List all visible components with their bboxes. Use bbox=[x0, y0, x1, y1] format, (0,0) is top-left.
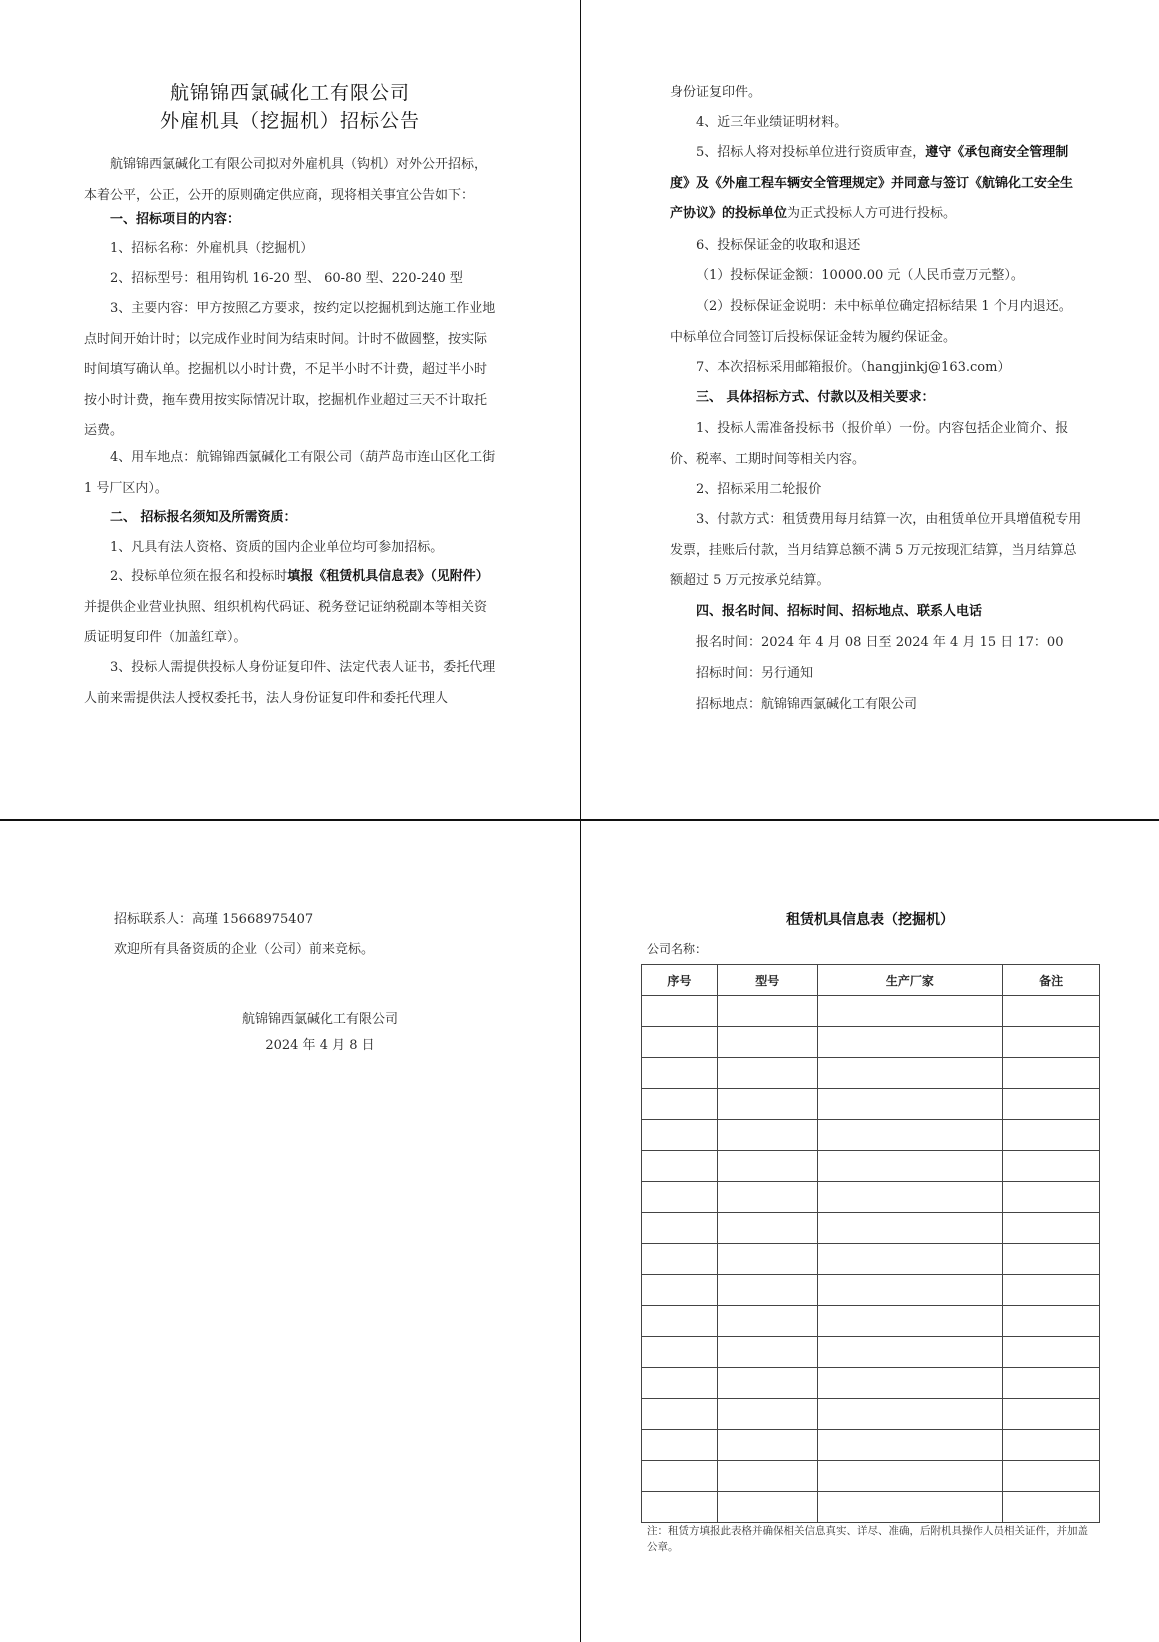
requirement-4: 4、近三年业绩证明材料。 bbox=[696, 115, 848, 130]
column-header-index: 序号 bbox=[642, 965, 718, 996]
section-1-heading: 一、招标项目的内容： bbox=[110, 212, 241, 227]
table-cell bbox=[717, 1058, 817, 1089]
form-note: 注：租赁方填报此表格并确保相关信息真实、详尽、准确，后附机具操作人员相关证件，并加盖公章。 bbox=[647, 1525, 1088, 1553]
table-cell bbox=[642, 1399, 718, 1430]
table-cell bbox=[1003, 1492, 1100, 1523]
section-3-heading: 三、 具体招标方式、付款以及相关要求： bbox=[696, 390, 935, 405]
table-row bbox=[642, 1275, 1100, 1306]
item-2: 2、招标型号：租用钩机 16-20 型、 60-80 型、220-240 型 bbox=[110, 271, 463, 286]
table-cell bbox=[1003, 1027, 1100, 1058]
table-cell bbox=[817, 1306, 1003, 1337]
table-cell bbox=[817, 1399, 1003, 1430]
table-cell bbox=[817, 1368, 1003, 1399]
page-title-notice: 外雇机具（挖掘机）招标公告 bbox=[159, 110, 420, 132]
requirement-6: 6、投标保证金的收取和退还 bbox=[696, 238, 861, 253]
table-row bbox=[642, 1244, 1100, 1275]
page-title-company: 航锦锦西氯碱化工有限公司 bbox=[169, 82, 410, 104]
table-cell bbox=[642, 1337, 718, 1368]
table-cell bbox=[642, 1027, 718, 1058]
table-cell bbox=[717, 1151, 817, 1182]
method-3: 3、付款方式：租赁费用每月结算一次，由租赁单位开具增值税专用发票，挂账后付款，当月结算总额不满 5 万元按现汇结算，当月结算总额超过 5 万元按承兑结算。 bbox=[670, 512, 1082, 588]
table-cell bbox=[642, 1058, 718, 1089]
table-cell bbox=[817, 1120, 1003, 1151]
table-row bbox=[642, 1027, 1100, 1058]
table-cell bbox=[642, 1213, 718, 1244]
table-row bbox=[642, 1399, 1100, 1430]
table-row bbox=[642, 1461, 1100, 1492]
table-cell bbox=[817, 1151, 1003, 1182]
table-cell bbox=[717, 1306, 817, 1337]
table-cell bbox=[1003, 996, 1100, 1027]
table-cell bbox=[1003, 1244, 1100, 1275]
item-4: 4、用车地点：航锦锦西氯碱化工有限公司（葫芦岛市连山区化工街 1 号厂区内）。 bbox=[84, 450, 496, 496]
table-cell bbox=[717, 1461, 817, 1492]
requirement-1: 1、凡具有法人资格、资质的国内企业单位均可参加招标。 bbox=[110, 540, 444, 555]
requirement-3: 3、投标人需提供投标人身份证复印件、法定代表人证书，委托代理人前来需提供法人授权委托书，法人身份证复印件和委托代理人 bbox=[84, 660, 496, 706]
table-cell bbox=[1003, 1399, 1100, 1430]
table-cell bbox=[642, 1275, 718, 1306]
page-2 bbox=[581, 0, 1159, 819]
equipment-info-table bbox=[641, 964, 1100, 1523]
table-cell bbox=[717, 1337, 817, 1368]
table-cell bbox=[1003, 1368, 1100, 1399]
contact-person: 招标联系人：高瑾 15668975407 bbox=[114, 912, 314, 927]
table-cell bbox=[1003, 1058, 1100, 1089]
table-cell bbox=[817, 1430, 1003, 1461]
table-cell bbox=[817, 1461, 1003, 1492]
table-cell bbox=[642, 1151, 718, 1182]
section-4-heading: 四、报名时间、招标时间、招标地点、联系人电话 bbox=[696, 604, 983, 619]
table-cell bbox=[1003, 1275, 1100, 1306]
intro-paragraph: 航锦锦西氯碱化工有限公司拟对外雇机具（钩机）对外公开招标，本着公平，公正，公开的原则确定供应商，现将相关事宜公告如下： bbox=[84, 157, 488, 203]
table-cell bbox=[642, 1244, 718, 1275]
table-row bbox=[642, 1492, 1100, 1523]
bid-place: 招标地点：航锦锦西氯碱化工有限公司 bbox=[696, 697, 918, 712]
table-row bbox=[642, 1368, 1100, 1399]
table-cell bbox=[1003, 1430, 1100, 1461]
table-cell bbox=[717, 1213, 817, 1244]
table-cell bbox=[1003, 1337, 1100, 1368]
table-cell bbox=[717, 1244, 817, 1275]
requirement-2-part-c: 并提供企业营业执照、组织机构代码证、税务登记证纳税副本等相关资质证明复印件（加盖红章）。 bbox=[84, 599, 488, 645]
requirement-7: 7、本次招标采用邮箱报价。（hangjinkj@163.com） bbox=[696, 360, 1011, 375]
table-cell bbox=[1003, 1182, 1100, 1213]
page-3 bbox=[0, 821, 580, 1642]
page-4 bbox=[581, 821, 1159, 1642]
table-cell bbox=[817, 1027, 1003, 1058]
table-cell bbox=[1003, 1151, 1100, 1182]
table-cell bbox=[817, 1275, 1003, 1306]
table-cell bbox=[642, 1461, 718, 1492]
requirement-5-part-a: 5、招标人将对投标单位进行资质审查， bbox=[696, 145, 926, 160]
table-cell bbox=[1003, 1213, 1100, 1244]
item-3: 3、主要内容：甲方按照乙方要求，按约定以挖掘机到达施工作业地点时间开始计时；以完成作业时间为结束时间。计时不做圆整，按实际时间填写确认单。挖掘机以小时计费，不足半小时不计费，超过半小时按小时计费，拖车费用按实际情况计取，挖掘机作业超过三天不计取托运费。 bbox=[84, 301, 496, 438]
item-1: 1、招标名称：外雇机具（挖掘机） bbox=[110, 241, 314, 256]
requirement-3-continued: 身份证复印件。 bbox=[670, 85, 762, 100]
requirement-5-bold: 遵守《承包商安全管理制度》及《外雇工程车辆安全管理规定》并同意与签订《航锦化工安全生产协议》的投标单位 bbox=[670, 145, 1074, 221]
method-2: 2、招标采用二轮报价 bbox=[696, 482, 822, 497]
table-row bbox=[642, 1306, 1100, 1337]
table-cell bbox=[817, 1058, 1003, 1089]
requirement-2-part-a: 2、投标单位须在报名和投标时 bbox=[110, 569, 288, 584]
registration-time: 报名时间：2024 年 4 月 08 日至 2024 年 4 月 15 日 17：00 bbox=[696, 635, 1064, 650]
table-row bbox=[642, 1151, 1100, 1182]
table-row bbox=[642, 1089, 1100, 1120]
bid-time: 招标时间：另行通知 bbox=[696, 666, 814, 681]
table-cell bbox=[817, 1492, 1003, 1523]
requirement-2-bold: 填报《租赁机具信息表》（见附件） bbox=[287, 569, 489, 584]
signature-company: 航锦锦西氯碱化工有限公司 bbox=[241, 1012, 398, 1027]
table-cell bbox=[717, 1027, 817, 1058]
column-header-remarks: 备注 bbox=[1003, 965, 1100, 996]
column-header-manufacturer: 生产厂家 bbox=[817, 965, 1003, 996]
table-cell bbox=[642, 1306, 718, 1337]
table-cell bbox=[717, 1120, 817, 1151]
company-name-label: 公司名称： bbox=[647, 942, 708, 956]
column-header-model: 型号 bbox=[717, 965, 817, 996]
method-1: 1、投标人需准备投标书（报价单）一份。内容包括企业简介、报价、税率、工期时间等相关内容。 bbox=[670, 421, 1069, 467]
table-cell bbox=[817, 1337, 1003, 1368]
table-cell bbox=[817, 1089, 1003, 1120]
table-cell bbox=[717, 996, 817, 1027]
table-cell bbox=[642, 1182, 718, 1213]
table-cell bbox=[717, 1492, 817, 1523]
table-cell bbox=[642, 1368, 718, 1399]
table-cell bbox=[817, 1213, 1003, 1244]
table-row bbox=[642, 1058, 1100, 1089]
table-cell bbox=[717, 1182, 817, 1213]
table-cell bbox=[817, 1182, 1003, 1213]
table-cell bbox=[642, 1492, 718, 1523]
requirement-5-part-c: 为正式投标人方可进行投标。 bbox=[787, 206, 957, 221]
table-cell bbox=[1003, 1089, 1100, 1120]
table-cell bbox=[717, 1089, 817, 1120]
table-header-row bbox=[642, 965, 1100, 996]
table-row bbox=[642, 1120, 1100, 1151]
table-cell bbox=[817, 996, 1003, 1027]
form-title: 租赁机具信息表（挖掘机） bbox=[786, 912, 954, 928]
table-cell bbox=[642, 1430, 718, 1461]
requirement-6-2: （2）投标保证金说明：未中标单位确定招标结果 1 个月内退还。中标单位合同签订后投标保证金转为履约保证金。 bbox=[670, 299, 1072, 345]
table-cell bbox=[642, 1120, 718, 1151]
table-row bbox=[642, 996, 1100, 1027]
requirement-5 bbox=[670, 138, 1082, 230]
table-cell bbox=[717, 1399, 817, 1430]
table-cell bbox=[717, 1275, 817, 1306]
table-row bbox=[642, 1182, 1100, 1213]
table-cell bbox=[1003, 1306, 1100, 1337]
table-cell bbox=[717, 1430, 817, 1461]
table-cell bbox=[1003, 1461, 1100, 1492]
table-cell bbox=[817, 1244, 1003, 1275]
section-2-heading: 二、 招标报名须知及所需资质： bbox=[110, 510, 297, 525]
requirement-2 bbox=[84, 562, 496, 654]
table-cell bbox=[642, 996, 718, 1027]
table-row bbox=[642, 1430, 1100, 1461]
table-row bbox=[642, 1213, 1100, 1244]
table-row bbox=[642, 1337, 1100, 1368]
table-cell bbox=[1003, 1120, 1100, 1151]
table-cell bbox=[717, 1368, 817, 1399]
table-cell bbox=[642, 1089, 718, 1120]
page-1 bbox=[0, 0, 580, 819]
requirement-6-1: （1）投标保证金额：10000.00 元（人民币壹万元整）。 bbox=[696, 268, 1024, 283]
welcome-text: 欢迎所有具备资质的企业（公司）前来竞标。 bbox=[114, 942, 375, 957]
signature-date: 2024 年 4 月 8 日 bbox=[265, 1038, 375, 1053]
